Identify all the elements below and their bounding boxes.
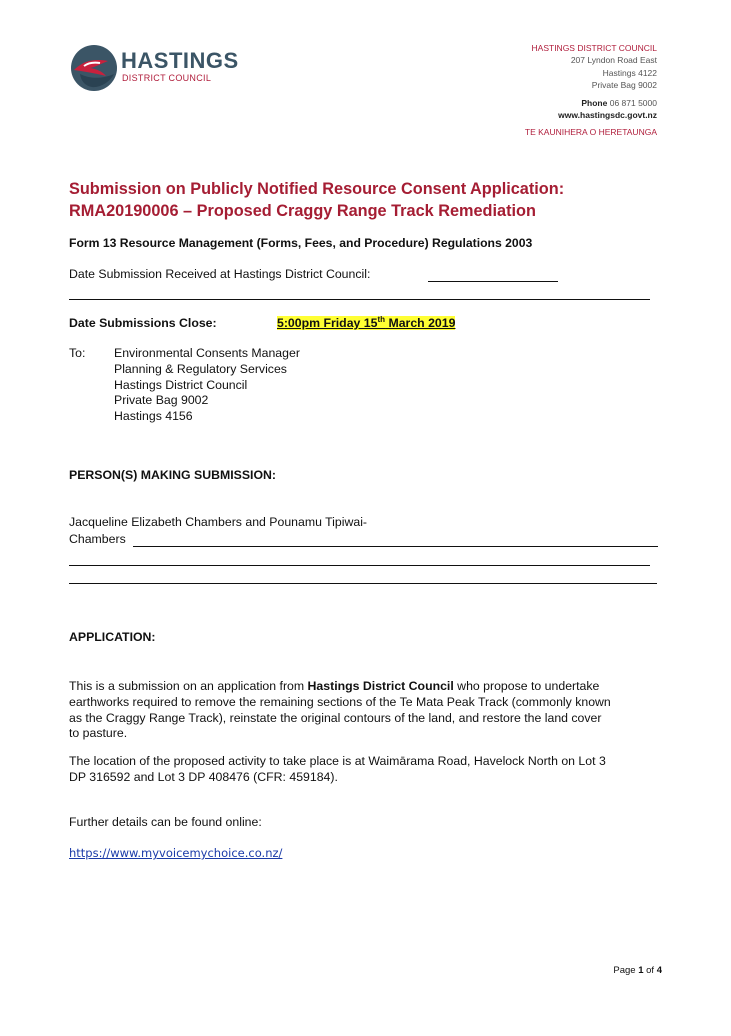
divider-line [69,299,650,300]
page-label: Page [613,965,636,976]
further-details: Further details can be found online: [69,815,262,829]
title-line-1: Submission on Publicly Notified Resource Consent Application: [69,180,565,198]
website: www.hastingsdc.govt.nz [558,110,657,121]
form-reference: Form 13 Resource Management (Forms, Fees, and Procedure) Regulations 2003 [69,236,533,250]
council-address-block [525,42,657,139]
logo-wordmark: HASTINGS [121,48,239,73]
address-line: Hastings 4122 [602,67,657,78]
page-total: 4 [656,965,662,976]
phone-label: Phone [581,97,608,108]
date-close-value [277,315,455,330]
to-line: Planning & Regulatory Services [114,361,287,376]
persons-field-line[interactable] [133,546,658,547]
application-paragraph-2 [69,754,669,786]
app-p1-line: earthworks required to remove the remaining sections of the Te Mata Peak Track (commonly known [69,694,611,709]
details-link[interactable]: https://www.myvoicemychoice.co.nz/ [69,846,283,860]
to-line: Private Bag 9002 [114,393,209,408]
application-heading: APPLICATION: [69,630,156,644]
logo-subtitle: DISTRICT COUNCIL [122,73,212,83]
persons-field-line[interactable] [69,565,650,566]
date-received-label: Date Submission Received at Hastings District Council: [69,267,371,281]
to-line: Environmental Consents Manager [114,346,300,360]
council-name: HASTINGS DISTRICT COUNCIL [531,43,657,53]
date-close-label: Date Submissions Close: [69,316,217,330]
app-p1-text: who propose to undertake [453,679,600,693]
persons-heading: PERSON(S) MAKING SUBMISSION: [69,468,277,482]
phone-number: 06 871 5000 [609,97,657,108]
to-address [114,346,300,425]
date-close-value-sup: th [377,315,386,324]
to-label: To: [69,346,86,360]
app-p2-line: The location of the proposed activity to take place is at Waimārama Road, Havelock North on Lot 3 [69,754,606,768]
persons-field-line[interactable] [69,583,657,584]
application-paragraph-1 [69,679,669,742]
address-line: Private Bag 9002 [591,80,657,91]
of-label: of [646,965,655,976]
app-p1-text: This is a submission on an application from [69,679,308,693]
persons-line-1: Jacqueline Elizabeth Chambers and Pounamu Tipiwai- [69,515,368,529]
app-p1-bold: Hastings District Council [307,679,454,693]
phone-line [525,97,657,109]
to-line: Hastings District Council [114,377,248,392]
app-p1-line: as the Craggy Range Track), reinstate the original contours of the land, and restore the land cover [69,710,602,725]
date-close-value-month: March 2019 [385,316,456,331]
to-line: Hastings 4156 [114,409,193,424]
maori-name: TE KAUNIHERA O HERETAUNGA [524,127,657,138]
app-p2-line: DP 316592 and Lot 3 DP 408476 (CFR: 459184). [69,769,338,784]
document-title [69,178,564,222]
app-p1-line: to pasture. [69,726,128,741]
persons-line-2: Chambers [69,532,126,546]
council-logo-icon [70,44,118,92]
page-footer [613,965,662,976]
title-line-2: RMA20190006 – Proposed Craggy Range Track Remediation [69,202,536,220]
date-received-field[interactable] [428,281,558,282]
date-close-value-main: 5:00pm Friday 15 [277,316,378,331]
page-number: 1 [638,965,644,976]
address-line: 207 Lyndon Road East [570,55,657,66]
